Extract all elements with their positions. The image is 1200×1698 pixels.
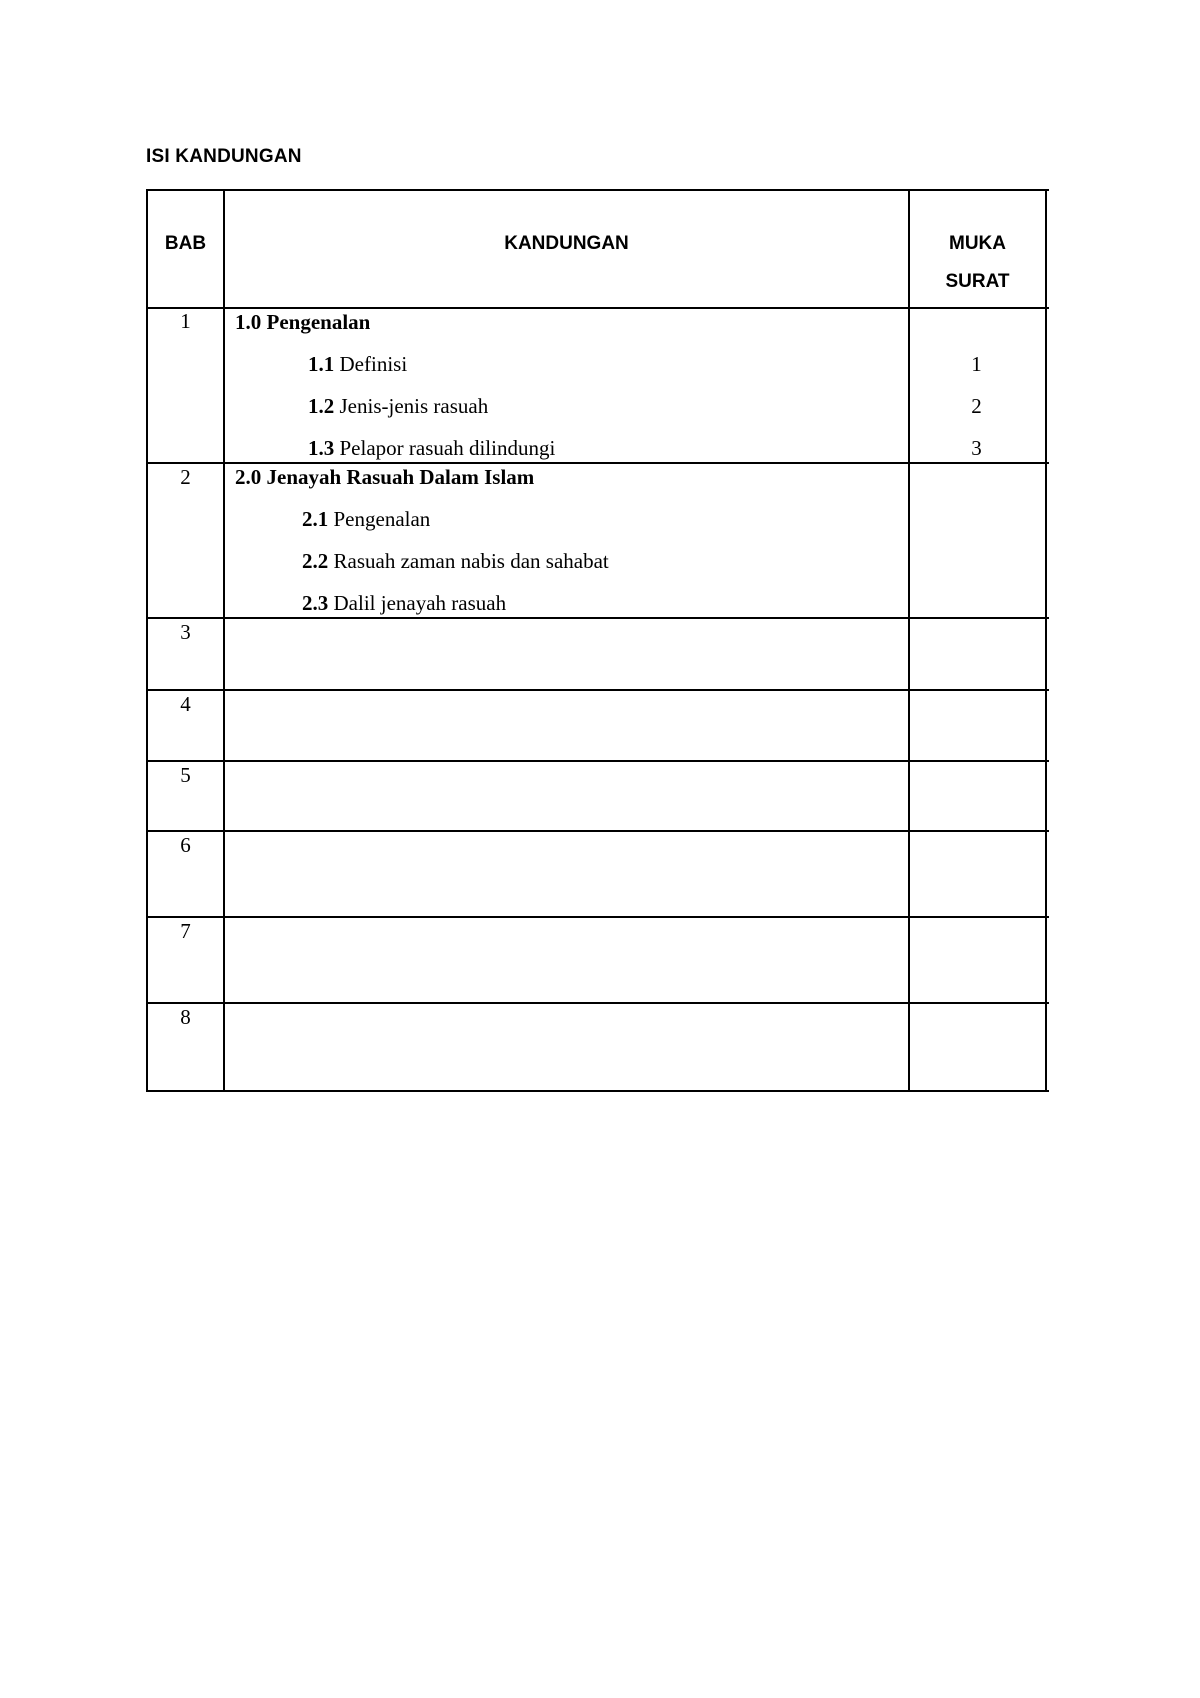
table-rule xyxy=(146,916,1049,918)
toc-item-number: 2.2 xyxy=(302,549,329,573)
toc-item-label: Dalil jenayah rasuah xyxy=(328,591,507,615)
page-title: ISI KANDUNGAN xyxy=(146,146,302,167)
toc-item-label: Jenis-jenis rasuah xyxy=(334,394,489,418)
toc-item xyxy=(308,352,407,377)
toc-item-number: 2.3 xyxy=(302,591,329,615)
toc-item xyxy=(308,394,488,419)
table-rule xyxy=(908,189,910,1092)
header-muka-line1: MUKA xyxy=(949,233,1006,254)
toc-item xyxy=(302,549,609,574)
header-muka-line2: SURAT xyxy=(945,271,1010,292)
toc-item-label: Pelapor rasuah dilindungi xyxy=(334,436,556,460)
bab-number: 6 xyxy=(180,833,191,857)
bab-number: 1 xyxy=(180,309,191,333)
toc-item-number: 1.2 xyxy=(308,394,335,418)
toc-item-number: 1.1 xyxy=(308,352,335,376)
toc-item xyxy=(302,507,430,532)
table-rule xyxy=(146,830,1049,832)
table-rule xyxy=(146,307,1049,309)
bab-number: 7 xyxy=(180,919,191,943)
table-rule xyxy=(146,1090,1049,1092)
chapter-heading: 1.0 Pengenalan xyxy=(235,310,371,334)
header-bab: BAB xyxy=(164,233,207,254)
table-rule xyxy=(1045,189,1047,1092)
bab-number: 5 xyxy=(180,763,191,787)
page-number: 1 xyxy=(971,352,982,376)
table-rule xyxy=(146,760,1049,762)
toc-item-label: Rasuah zaman nabis dan sahabat xyxy=(328,549,609,573)
contents-table xyxy=(146,189,1047,1092)
header-kandungan: KANDUNGAN xyxy=(504,233,629,254)
toc-item-label: Definisi xyxy=(334,352,408,376)
table-rule xyxy=(146,189,1049,191)
bab-number: 2 xyxy=(180,465,191,489)
toc-item-label: Pengenalan xyxy=(328,507,431,531)
table-rule xyxy=(146,617,1049,619)
table-rule xyxy=(146,689,1049,691)
toc-item xyxy=(302,591,506,616)
toc-item-number: 1.3 xyxy=(308,436,335,460)
page-number: 2 xyxy=(971,394,982,418)
toc-item xyxy=(308,436,555,461)
bab-number: 4 xyxy=(180,692,191,716)
page-number: 3 xyxy=(971,436,982,460)
bab-number: 3 xyxy=(180,620,191,644)
bab-number: 8 xyxy=(180,1005,191,1029)
table-rule xyxy=(146,462,1049,464)
table-rule xyxy=(146,1002,1049,1004)
chapter-heading: 2.0 Jenayah Rasuah Dalam Islam xyxy=(235,465,535,489)
toc-item-number: 2.1 xyxy=(302,507,329,531)
